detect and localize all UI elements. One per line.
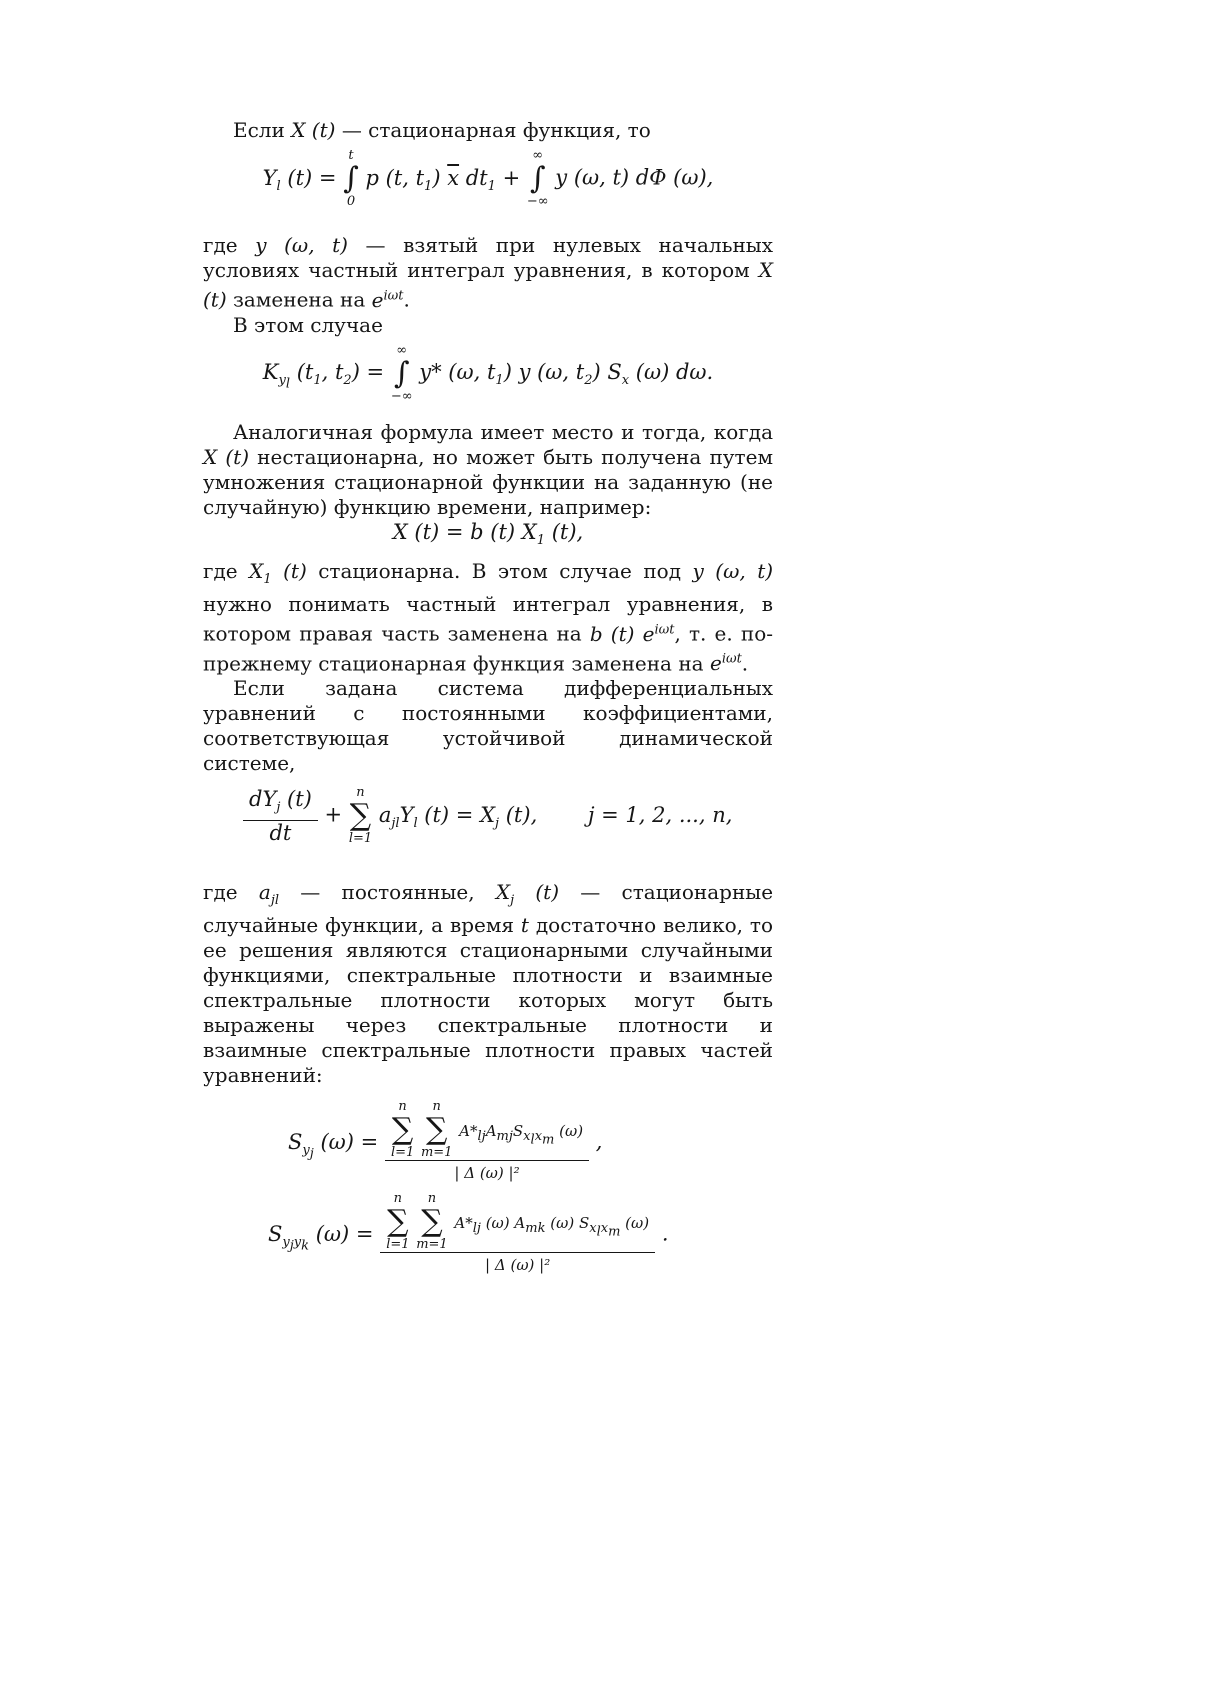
formula-spectral-density: $S_{y_j}$ (ω) = n ∑ l=1 n ∑ m=1 $A*_{lj}A_{mj}S_{x_lx_m}$ (ω) | Δ (ω) |² ,: [288, 1099, 603, 1183]
paragraph-4: Аналогичная формула имеет место и тогда, когда X (t) нестационарна, но может быть получена путем умножения стационарной функции на заданную (не случайную) функцию времени, например:: [203, 419, 774, 519]
paragraph-5: где $X_1$ (t) стационарна. В этом случае под y (ω, t) нужно понимать частный интеграл уравнения, в котором правая часть заменена на b (t) $e^{i\omega t}$, т. е. по-прежнему стационарная функция заменена на $e^{i\omega t}$.: [203, 558, 774, 676]
formula-diff-system: $\frac{dY_j (t)}{dt}$ + n ∑ l=1 $a_{jl}Y_l$ $(t) = X_j$ (t), j = 1, 2, ..., n,: [203, 786, 773, 874]
paragraph-6: Если задана система дифференциальных уравнений с постоянными коэффициентами, соответствующая устойчивой динамической системе,: [203, 676, 773, 776]
paragraph-1: Если X (t) — стационарная функция, то: [233, 118, 651, 142]
text-page: [203, 118, 773, 1284]
formula-cross-spectral-density: $S_{y_jy_k}$ (ω) = n ∑ l=1 n ∑ m=1 $A*_{lj}$ (ω) $A_{mk}$ (ω) $S_{x_lx_m}$ (ω) | Δ (ω) |² .: [268, 1191, 669, 1275]
formula-K-correlation: $K_{y_l}$ ($t_1$, $t_2$) = ∞ ∫ −∞ y* (ω, $t_1$) y (ω, $t_2$) $S_x$ (ω) dω.: [262, 342, 714, 404]
formula-Y-integral: $Y_l$ (t) = t ∫ 0 p (t, $t_1$) $\overline{x}$ $dt_1$ + ∞ ∫ −∞ y (ω, t) dΦ (ω),: [262, 148, 714, 209]
math-Xt: X (t): [291, 118, 336, 142]
paragraph-3: В этом случае: [233, 312, 383, 337]
paragraph-7: где $a_{jl}$ — постоянные, $X_j$ (t) — стационарные случайные функции, а время t достаточно велико, то ее решения являются стационарными случайными функциями, спектральные плотности и взаимные спектральные плотности которых могут быть выражены через спектральные плотности и взаимные спектральные плотности правых частей уравнений:: [203, 880, 774, 1088]
paragraph-2: где y (ω, t) — взятый при нулевых начальных условиях частный интеграл уравнения, в котором X (t) заменена на $e^{i\omega t}$.: [203, 233, 774, 312]
formula-X-product: X (t) = b (t) $X_1$ (t),: [392, 519, 584, 548]
